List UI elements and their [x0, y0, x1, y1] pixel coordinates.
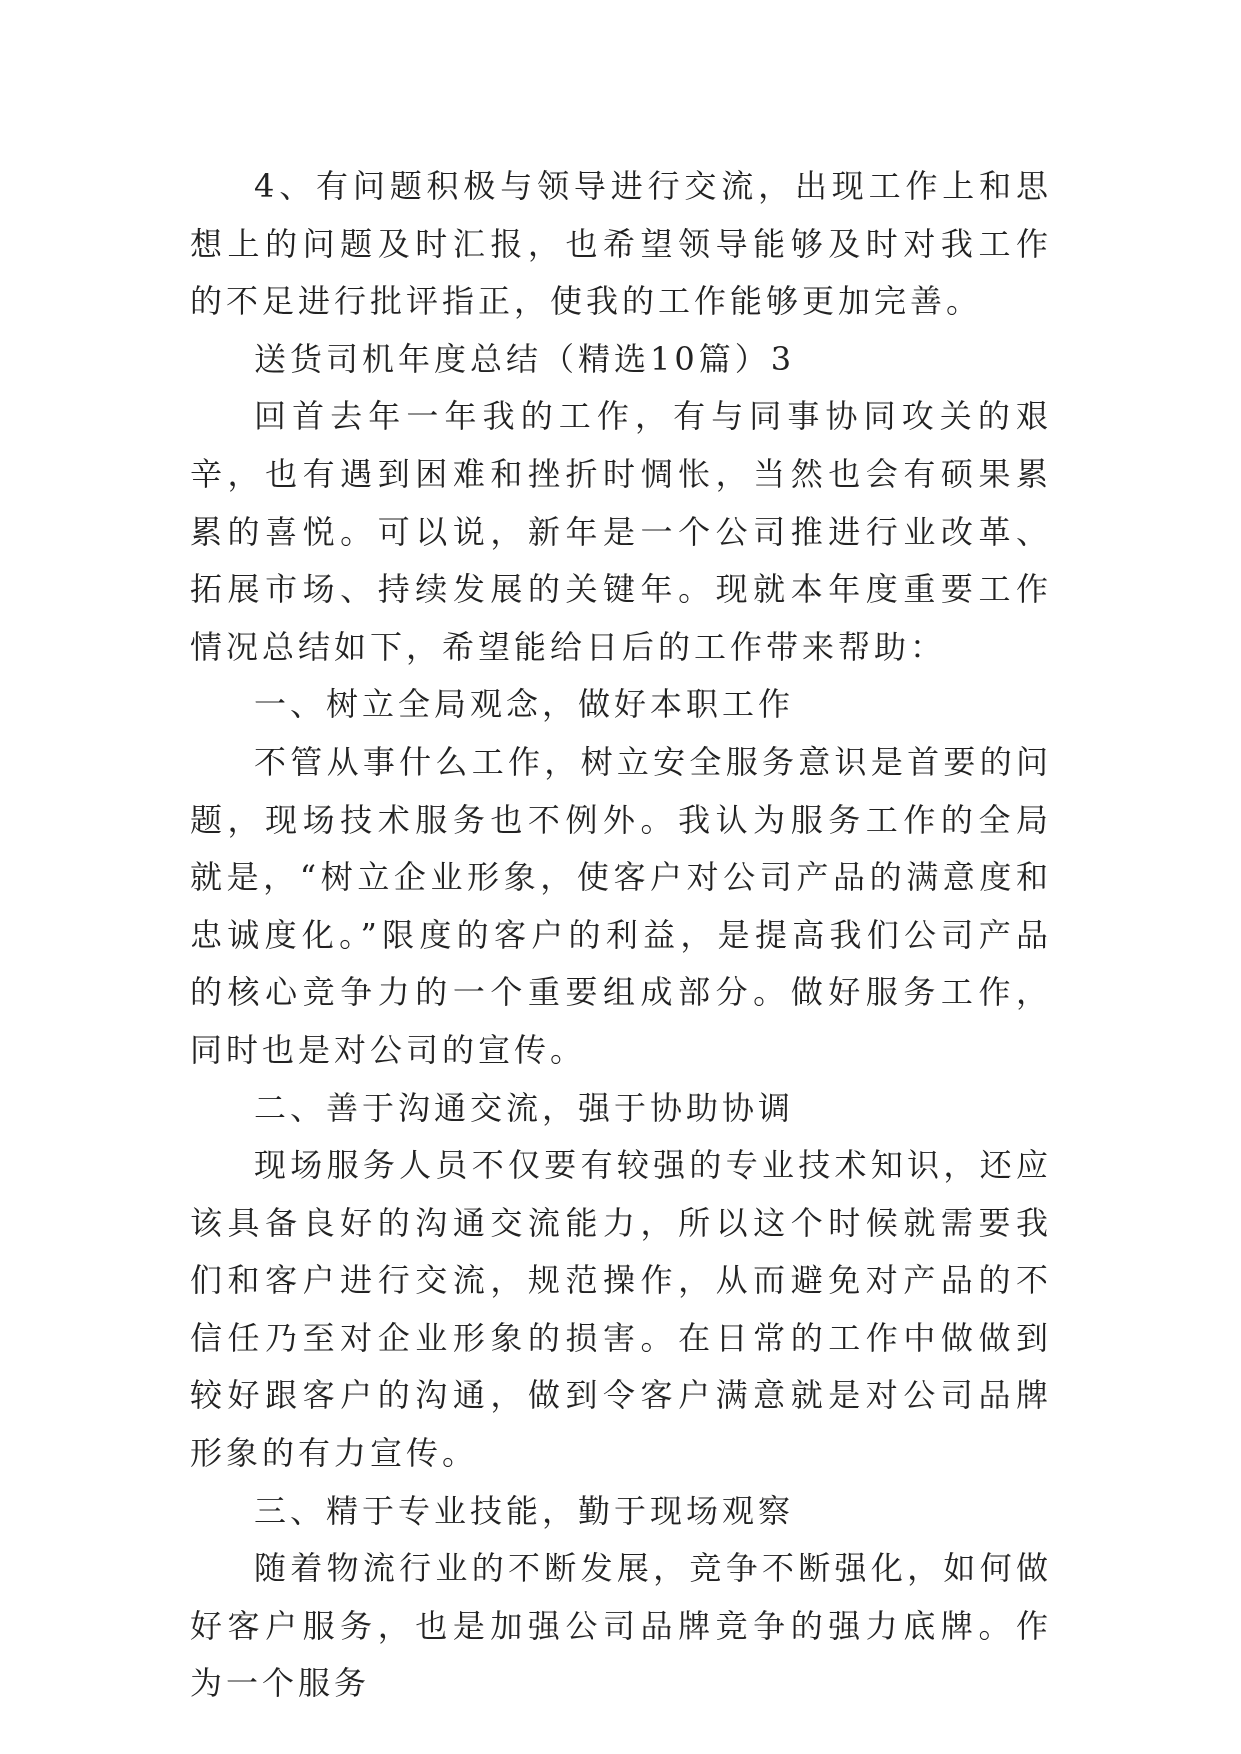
document-body — [190, 158, 1052, 1713]
heading-three: 三、精于专业技能，勤于现场观察 — [254, 1491, 795, 1530]
paragraph-point-4: 4、有问题积极与领导进行交流，出现工作上和思想上的问题及时汇报，也希望领导能够及时对我工作的不足进行批评指正，使我的工作能够更加完善。 — [190, 167, 1052, 321]
paragraph-one: 不管从事什么工作，树立安全服务意识是首要的问题，现场技术服务也不例外。我认为服务工作的全局就是，“树立企业形象，使客户对公司产品的满意度和忠诚度化。”限度的客户的利益，是提高我们公司产品的核心竞争力的一个重要组成部分。做好服务工作，同时也是对公司的宣传。 — [190, 742, 1052, 1069]
paragraph-two: 现场服务人员不仅要有较强的专业技术知识，还应该具备良好的沟通交流能力，所以这个时候就需要我们和客户进行交流，规范操作，从而避免对产品的不信任乃至对企业形象的损害。在日常的工作中做做到较好跟客户的沟通，做到令客户满意就是对公司品牌形象的有力宣传。 — [190, 1146, 1052, 1473]
heading-two: 二、善于沟通交流，强于协助协调 — [254, 1088, 795, 1127]
paragraph-intro: 回首去年一年我的工作，有与同事协同攻关的艰辛，也有遇到困难和挫折时惆怅，当然也会有硕果累累的喜悦。可以说，新年是一个公司推进行业改革、拓展市场、持续发展的关键年。现就本年度重要工作情况总结如下，希望能给日后的工作带来帮助： — [190, 397, 1052, 666]
paragraph-three: 随着物流行业的不断发展，竞争不断强化，如何做好客户服务，也是加强公司品牌竞争的强力底牌。作为一个服务 — [190, 1549, 1052, 1703]
section-title: 送货司机年度总结（精选10篇）3 — [254, 339, 796, 378]
heading-one: 一、树立全局观念，做好本职工作 — [254, 685, 795, 724]
